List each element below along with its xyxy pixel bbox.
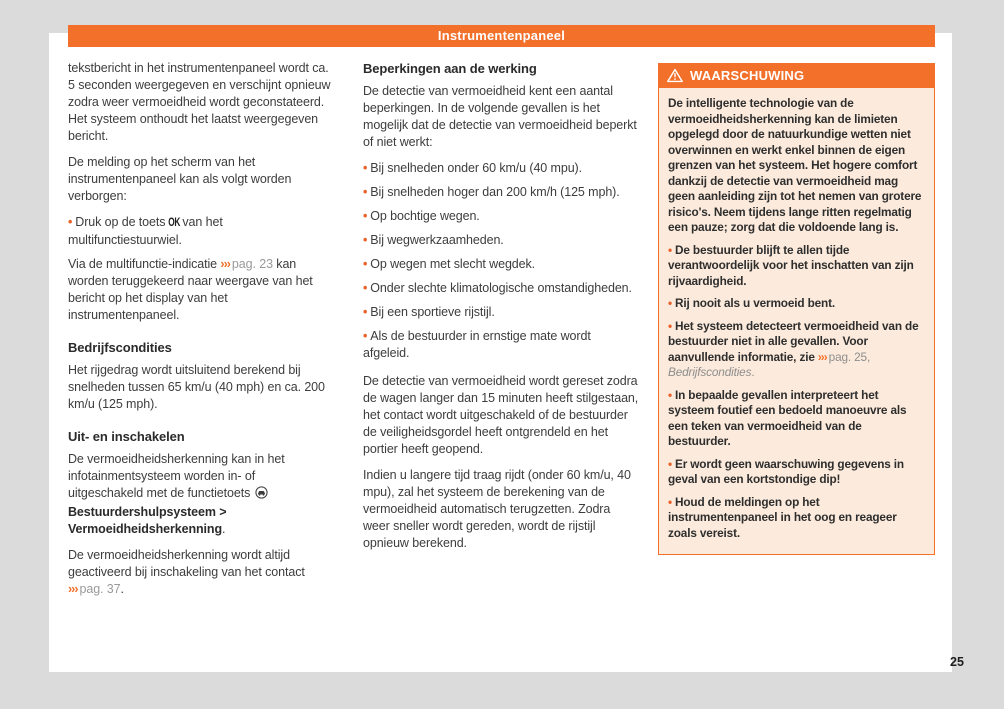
bullet-dot-icon: • — [668, 318, 672, 333]
bullet-dot-icon: • — [668, 387, 672, 402]
paragraph: Via de multifunctie-indicatie ››› pag. 23 kan worden teruggekeerd naar weergave van het bericht op het display van het instrumentenpaneel. — [68, 257, 313, 322]
cross-reference-chevrons-icon: ››› — [817, 349, 827, 364]
bullet-dot-icon: • — [363, 233, 368, 247]
bullet-item: • Als de bestuurder in ernstige mate wordt afgeleid. — [363, 329, 591, 360]
driver-assist-button-icon — [255, 486, 268, 504]
bullet-dot-icon: • — [363, 257, 368, 271]
paragraph: Het rijgedrag wordt uitsluitend berekend bij snelheden tussen 65 km/u (40 mph) en ca. 200 km/u (125 mph). — [68, 363, 325, 411]
paragraph: tekstbericht in het instrumentenpaneel wordt ca. 5 seconden weergegeven en verschijnt opnieuw zodra weer vermoeidheid wordt geconstateerd. Het systeem onthoudt het laatst weergegeven bericht. — [68, 61, 331, 143]
warning-bullet-item: • De bestuurder blijft te allen tijde verantwoordelijk voor het inschatten van zijn rijvaardigheid. — [668, 242, 914, 288]
paragraph: De detectie van vermoeidheid wordt gereset zodra de wagen langer dan 15 minuten heeft stilgestaan, het contact wordt uitgeschakeld of de bestuurder de veiligheidsgordel heeft ontgrendeld en het portier heeft geopend. — [363, 374, 639, 456]
cross-reference-page: pag. 23 — [231, 257, 273, 271]
column-middle — [363, 60, 640, 561]
warning-bullet-item: • Het systeem detecteert vermoeidheid van de bestuurder niet in alle gevallen. Voor aanvullende informatie, zie ››› pag. 25, Bedrijfscondities. — [668, 318, 919, 379]
bullet-item: • Op wegen met slecht wegdek. — [363, 257, 536, 271]
warning-bullet-item: • In bepaalde gevallen interpreteert het systeem foutief een bedoeld manoeuvre als een teken van vermoeidheid van de bestuurder. — [668, 387, 907, 448]
bullet-item: • Bij een sportieve rijstijl. — [363, 305, 495, 319]
cross-reference-page: pag. 25, — [828, 349, 871, 364]
bullet-item: • Druk op de toets OK van het multifunctiestuurwiel. — [68, 215, 223, 247]
warning-body — [658, 88, 935, 555]
section-heading: Uit- en inschakelen — [68, 429, 185, 444]
cross-reference-page: pag. 37 — [79, 582, 121, 596]
bullet-dot-icon: • — [668, 494, 672, 509]
bullet-dot-icon: • — [668, 242, 672, 257]
warning-paragraph: De intelligente technologie van de vermoeidheidsherkenning kan de limieten opgelegd door de natuurkundige wetten niet overwinnen en werkt enkel binnen de eigen grenzen van het systeem. Het hogere comfort dankzij de detectie van vermoeidheid mag geen aanleiding zijn tot het nemen van grotere risico's. Neem tijdens lange ritten regelmatig een pauze; zorg dat die voldoende lang is. — [668, 96, 922, 234]
warning-bullet-item: • Houd de meldingen op het instrumentenpaneel in het oog en reageer zoals vereist. — [668, 494, 897, 540]
bullet-dot-icon: • — [668, 456, 672, 471]
bullet-dot-icon: • — [363, 209, 368, 223]
bullet-item: • Bij snelheden onder 60 km/u (40 mpu). — [363, 161, 582, 175]
bullet-dot-icon: • — [363, 161, 368, 175]
section-heading: Bedrijfscondities — [68, 340, 172, 355]
warning-title: WAARSCHUWING — [690, 68, 805, 83]
bullet-item: • Bij snelheden hoger dan 200 km/h (125 mph). — [363, 185, 620, 199]
warning-box — [658, 63, 935, 555]
section-heading: Beperkingen aan de werking — [363, 61, 537, 76]
bullet-dot-icon: • — [363, 305, 368, 319]
menu-path: Bestuurdershulpsysteem > Vermoeidheidsherkenning — [68, 505, 227, 536]
bullet-item: • Onder slechte klimatologische omstandigheden. — [363, 281, 632, 295]
bullet-dot-icon: • — [363, 329, 368, 343]
bullet-dot-icon: • — [363, 185, 368, 199]
cross-reference-chevrons-icon: ››› — [68, 582, 78, 596]
paragraph: De melding op het scherm van het instrumentenpaneel kan als volgt worden verborgen: — [68, 155, 292, 203]
chapter-title-bar — [68, 25, 935, 47]
bullet-item: • Bij wegwerkzaamheden. — [363, 233, 504, 247]
column-left — [68, 60, 332, 607]
paragraph: De detectie van vermoeidheid kent een aantal beperkingen. In de volgende gevallen is het mogelijk dat de detectie van vermoeidheid beperkt of niet werkt: — [363, 84, 637, 149]
warning-bullet-item: • Rij nooit als u vermoeid bent. — [668, 296, 836, 310]
paragraph: De vermoeidheidsherkenning wordt altijd geactiveerd bij inschakeling van het contact ››› pag. 37. — [68, 548, 305, 596]
paragraph: Indien u langere tijd traag rijdt (onder 60 km/u, 40 mpu), zal het systeem de berekening van de vermoeidheid automatisch terugzetten. Zodra weer sneller wordt gereden, wordt de rijstijl opnieuw berekend. — [363, 468, 631, 550]
ok-key-icon: OK — [168, 217, 180, 229]
bullet-dot-icon: • — [363, 281, 368, 295]
page-number: 25 — [950, 655, 964, 669]
bullet-dot-icon: • — [668, 296, 672, 310]
cross-reference-target: Bedrijfscondities — [668, 365, 752, 379]
warning-header — [658, 63, 935, 88]
cross-reference-chevrons-icon: ››› — [220, 257, 230, 271]
paragraph: De vermoeidheidsherkenning kan in het infotainmentsysteem worden in- of uitgeschakeld met de functietoets Bestuurdershulpsysteem > Vermoeidheidsherkenning. — [68, 452, 285, 536]
chapter-title: Instrumentenpaneel — [437, 28, 566, 43]
bullet-dot-icon: • — [68, 215, 73, 229]
warning-bullet-item: • Er wordt geen waarschuwing gegevens in geval van een kortstondige dip! — [668, 456, 904, 486]
warning-triangle-icon — [667, 68, 683, 83]
bullet-item: • Op bochtige wegen. — [363, 209, 480, 223]
